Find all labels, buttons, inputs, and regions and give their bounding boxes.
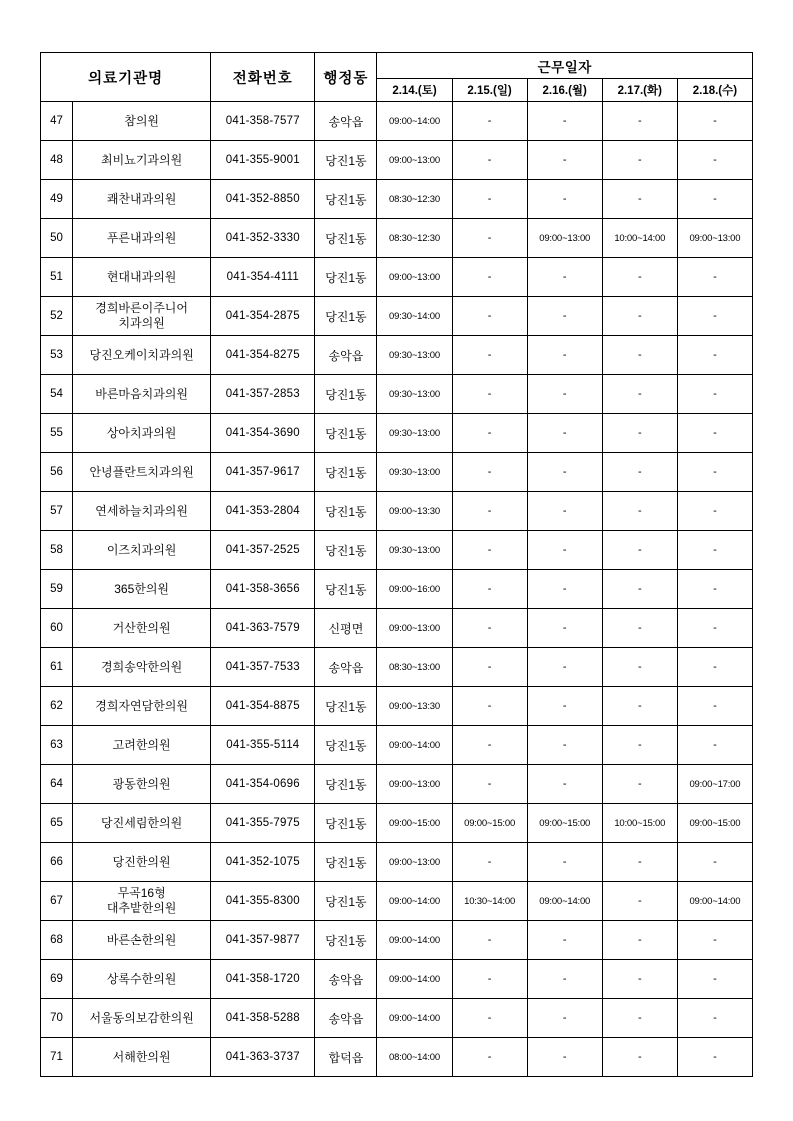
table-row <box>41 258 753 297</box>
table-row <box>41 882 753 921</box>
workday-hours-0: 09:30~13:00 <box>377 375 452 414</box>
workday-hours-4: - <box>677 648 752 687</box>
institution-name: 고려한의원 <box>73 726 211 765</box>
phone-number: 041-354-4111 <box>211 258 315 297</box>
phone-number: 041-363-3737 <box>211 1038 315 1077</box>
row-index: 68 <box>41 921 73 960</box>
workday-hours-0: 09:30~13:00 <box>377 453 452 492</box>
institution-name: 상록수한의원 <box>73 960 211 999</box>
workday-hours-4: - <box>677 375 752 414</box>
phone-number: 041-352-3330 <box>211 219 315 258</box>
workday-hours-1: - <box>452 219 527 258</box>
workday-hours-4: - <box>677 1038 752 1077</box>
table-row <box>41 921 753 960</box>
workday-hours-4: - <box>677 921 752 960</box>
workday-hours-3: - <box>602 258 677 297</box>
workday-hours-2: 09:00~14:00 <box>527 882 602 921</box>
workday-hours-1: - <box>452 648 527 687</box>
district: 당진1동 <box>315 492 377 531</box>
workday-hours-1: - <box>452 336 527 375</box>
row-index: 56 <box>41 453 73 492</box>
institution-name: 경희송악한의원 <box>73 648 211 687</box>
workday-hours-1: - <box>452 297 527 336</box>
row-index: 70 <box>41 999 73 1038</box>
phone-number: 041-352-8850 <box>211 180 315 219</box>
institution-name: 당진한의원 <box>73 843 211 882</box>
institution-name: 푸른내과의원 <box>73 219 211 258</box>
header-workdays: 근무일자 <box>377 53 753 79</box>
institution-name: 최비뇨기과의원 <box>73 141 211 180</box>
workday-hours-1: - <box>452 102 527 141</box>
workday-hours-4: - <box>677 492 752 531</box>
district: 송악읍 <box>315 648 377 687</box>
phone-number: 041-358-5288 <box>211 999 315 1038</box>
workday-hours-2: - <box>527 687 602 726</box>
row-index: 66 <box>41 843 73 882</box>
institution-name: 현대내과의원 <box>73 258 211 297</box>
institution-name: 참의원 <box>73 102 211 141</box>
institution-name: 서해한의원 <box>73 1038 211 1077</box>
workday-hours-0: 09:00~14:00 <box>377 960 452 999</box>
table-body <box>41 102 753 1077</box>
district: 당진1동 <box>315 765 377 804</box>
workday-hours-2: - <box>527 336 602 375</box>
header-day-1: 2.15.(일) <box>452 79 527 102</box>
district: 당진1동 <box>315 531 377 570</box>
workday-hours-1: - <box>452 570 527 609</box>
workday-hours-2: - <box>527 258 602 297</box>
workday-hours-3: - <box>602 609 677 648</box>
row-index: 48 <box>41 141 73 180</box>
table-row <box>41 453 753 492</box>
institution-name: 연세하늘치과의원 <box>73 492 211 531</box>
workday-hours-0: 09:00~15:00 <box>377 804 452 843</box>
institution-name: 서울동의보감한의원 <box>73 999 211 1038</box>
workday-hours-4: - <box>677 843 752 882</box>
workday-hours-0: 09:00~14:00 <box>377 999 452 1038</box>
phone-number: 041-353-2804 <box>211 492 315 531</box>
workday-hours-1: - <box>452 258 527 297</box>
institution-name: 365한의원 <box>73 570 211 609</box>
workday-hours-2: - <box>527 531 602 570</box>
table-row <box>41 219 753 258</box>
table-row <box>41 960 753 999</box>
phone-number: 041-358-3656 <box>211 570 315 609</box>
medical-institution-schedule-table <box>40 52 753 1077</box>
table-row <box>41 414 753 453</box>
workday-hours-4: - <box>677 414 752 453</box>
workday-hours-4: - <box>677 999 752 1038</box>
table-row <box>41 180 753 219</box>
phone-number: 041-357-9877 <box>211 921 315 960</box>
district: 당진1동 <box>315 687 377 726</box>
district: 송악읍 <box>315 999 377 1038</box>
workday-hours-4: 09:00~13:00 <box>677 219 752 258</box>
institution-name: 상아치과의원 <box>73 414 211 453</box>
workday-hours-2: - <box>527 102 602 141</box>
workday-hours-0: 09:00~13:30 <box>377 687 452 726</box>
table-header-row-top <box>41 53 753 79</box>
workday-hours-0: 09:30~13:00 <box>377 531 452 570</box>
workday-hours-0: 09:00~16:00 <box>377 570 452 609</box>
workday-hours-2: - <box>527 726 602 765</box>
district: 당진1동 <box>315 141 377 180</box>
row-index: 71 <box>41 1038 73 1077</box>
phone-number: 041-354-0696 <box>211 765 315 804</box>
table-row <box>41 375 753 414</box>
workday-hours-3: - <box>602 141 677 180</box>
workday-hours-3: - <box>602 297 677 336</box>
header-district: 행정동 <box>315 53 377 102</box>
row-index: 54 <box>41 375 73 414</box>
row-index: 67 <box>41 882 73 921</box>
phone-number: 041-363-7579 <box>211 609 315 648</box>
phone-number: 041-358-7577 <box>211 102 315 141</box>
district: 당진1동 <box>315 180 377 219</box>
workday-hours-4: - <box>677 726 752 765</box>
workday-hours-1: - <box>452 141 527 180</box>
workday-hours-4: - <box>677 609 752 648</box>
workday-hours-0: 09:00~13:00 <box>377 765 452 804</box>
row-index: 51 <box>41 258 73 297</box>
row-index: 59 <box>41 570 73 609</box>
workday-hours-1: - <box>452 765 527 804</box>
header-day-0: 2.14.(토) <box>377 79 452 102</box>
institution-name: 무곡16형 대추밭한의원 <box>73 882 211 921</box>
row-index: 61 <box>41 648 73 687</box>
header-institution-name: 의료기관명 <box>41 53 211 102</box>
workday-hours-2: - <box>527 141 602 180</box>
workday-hours-2: - <box>527 570 602 609</box>
phone-number: 041-357-2525 <box>211 531 315 570</box>
workday-hours-4: - <box>677 570 752 609</box>
workday-hours-3: - <box>602 687 677 726</box>
district: 신평면 <box>315 609 377 648</box>
institution-name: 안녕플란트치과의원 <box>73 453 211 492</box>
district: 송악읍 <box>315 102 377 141</box>
row-index: 65 <box>41 804 73 843</box>
workday-hours-1: - <box>452 843 527 882</box>
workday-hours-3: - <box>602 843 677 882</box>
header-phone-number: 전화번호 <box>211 53 315 102</box>
workday-hours-2: - <box>527 648 602 687</box>
workday-hours-3: - <box>602 726 677 765</box>
institution-name: 바른손한의원 <box>73 921 211 960</box>
district: 당진1동 <box>315 882 377 921</box>
workday-hours-4: - <box>677 102 752 141</box>
workday-hours-0: 09:00~13:00 <box>377 258 452 297</box>
district: 당진1동 <box>315 570 377 609</box>
row-index: 53 <box>41 336 73 375</box>
workday-hours-3: - <box>602 765 677 804</box>
workday-hours-2: - <box>527 765 602 804</box>
district: 당진1동 <box>315 804 377 843</box>
row-index: 47 <box>41 102 73 141</box>
table-row <box>41 492 753 531</box>
district: 당진1동 <box>315 297 377 336</box>
workday-hours-2: - <box>527 414 602 453</box>
workday-hours-3: - <box>602 102 677 141</box>
workday-hours-2: - <box>527 453 602 492</box>
table-row <box>41 297 753 336</box>
institution-name: 당진세림한의원 <box>73 804 211 843</box>
workday-hours-1: 09:00~15:00 <box>452 804 527 843</box>
workday-hours-3: - <box>602 882 677 921</box>
workday-hours-2: - <box>527 297 602 336</box>
workday-hours-0: 09:00~13:30 <box>377 492 452 531</box>
phone-number: 041-354-3690 <box>211 414 315 453</box>
workday-hours-1: - <box>452 531 527 570</box>
row-index: 69 <box>41 960 73 999</box>
header-day-4: 2.18.(수) <box>677 79 752 102</box>
table-row <box>41 765 753 804</box>
workday-hours-3: - <box>602 492 677 531</box>
workday-hours-0: 09:00~14:00 <box>377 102 452 141</box>
institution-name: 당진오케이치과의원 <box>73 336 211 375</box>
district: 당진1동 <box>315 453 377 492</box>
workday-hours-3: - <box>602 999 677 1038</box>
workday-hours-1: - <box>452 726 527 765</box>
workday-hours-4: - <box>677 687 752 726</box>
workday-hours-0: 08:00~14:00 <box>377 1038 452 1077</box>
table-row <box>41 141 753 180</box>
workday-hours-1: - <box>452 999 527 1038</box>
workday-hours-0: 09:00~14:00 <box>377 882 452 921</box>
table-row <box>41 570 753 609</box>
workday-hours-0: 09:00~13:00 <box>377 141 452 180</box>
phone-number: 041-355-8300 <box>211 882 315 921</box>
row-index: 49 <box>41 180 73 219</box>
workday-hours-1: - <box>452 960 527 999</box>
workday-hours-0: 09:00~13:00 <box>377 609 452 648</box>
institution-name: 경희바른이주니어 치과의원 <box>73 297 211 336</box>
workday-hours-2: - <box>527 180 602 219</box>
workday-hours-2: - <box>527 843 602 882</box>
workday-hours-1: - <box>452 414 527 453</box>
district: 당진1동 <box>315 219 377 258</box>
phone-number: 041-358-1720 <box>211 960 315 999</box>
phone-number: 041-354-2875 <box>211 297 315 336</box>
workday-hours-3: - <box>602 648 677 687</box>
workday-hours-4: - <box>677 960 752 999</box>
workday-hours-0: 08:30~13:00 <box>377 648 452 687</box>
row-index: 57 <box>41 492 73 531</box>
row-index: 62 <box>41 687 73 726</box>
institution-name: 바른마음치과의원 <box>73 375 211 414</box>
workday-hours-2: - <box>527 999 602 1038</box>
table-row <box>41 336 753 375</box>
phone-number: 041-357-7533 <box>211 648 315 687</box>
workday-hours-0: 09:30~13:00 <box>377 414 452 453</box>
phone-number: 041-357-2853 <box>211 375 315 414</box>
workday-hours-3: - <box>602 960 677 999</box>
institution-name: 거산한의원 <box>73 609 211 648</box>
workday-hours-3: 10:00~15:00 <box>602 804 677 843</box>
institution-name: 경희자연담한의원 <box>73 687 211 726</box>
workday-hours-3: - <box>602 531 677 570</box>
workday-hours-1: - <box>452 492 527 531</box>
table-header <box>41 53 753 102</box>
workday-hours-2: - <box>527 609 602 648</box>
header-day-3: 2.17.(화) <box>602 79 677 102</box>
workday-hours-4: - <box>677 258 752 297</box>
table-row <box>41 648 753 687</box>
workday-hours-3: - <box>602 1038 677 1077</box>
table-row <box>41 843 753 882</box>
workday-hours-4: - <box>677 531 752 570</box>
phone-number: 041-355-5114 <box>211 726 315 765</box>
row-index: 60 <box>41 609 73 648</box>
workday-hours-1: 10:30~14:00 <box>452 882 527 921</box>
institution-name: 이즈치과의원 <box>73 531 211 570</box>
row-index: 64 <box>41 765 73 804</box>
table-row <box>41 726 753 765</box>
table-row <box>41 687 753 726</box>
workday-hours-3: - <box>602 570 677 609</box>
workday-hours-2: 09:00~15:00 <box>527 804 602 843</box>
workday-hours-3: - <box>602 414 677 453</box>
table-row <box>41 609 753 648</box>
workday-hours-1: - <box>452 609 527 648</box>
workday-hours-3: - <box>602 336 677 375</box>
workday-hours-3: - <box>602 453 677 492</box>
district: 송악읍 <box>315 960 377 999</box>
workday-hours-2: - <box>527 375 602 414</box>
workday-hours-4: - <box>677 453 752 492</box>
phone-number: 041-352-1075 <box>211 843 315 882</box>
row-index: 63 <box>41 726 73 765</box>
table-row <box>41 999 753 1038</box>
workday-hours-0: 09:30~14:00 <box>377 297 452 336</box>
district: 당진1동 <box>315 921 377 960</box>
workday-hours-4: 09:00~15:00 <box>677 804 752 843</box>
workday-hours-3: - <box>602 921 677 960</box>
table-row <box>41 531 753 570</box>
institution-name: 광동한의원 <box>73 765 211 804</box>
district: 당진1동 <box>315 375 377 414</box>
header-day-2: 2.16.(월) <box>527 79 602 102</box>
workday-hours-4: - <box>677 297 752 336</box>
phone-number: 041-357-9617 <box>211 453 315 492</box>
workday-hours-3: 10:00~14:00 <box>602 219 677 258</box>
workday-hours-0: 09:30~13:00 <box>377 336 452 375</box>
district: 송악읍 <box>315 336 377 375</box>
workday-hours-0: 08:30~12:30 <box>377 180 452 219</box>
workday-hours-0: 09:00~13:00 <box>377 843 452 882</box>
workday-hours-4: - <box>677 141 752 180</box>
workday-hours-3: - <box>602 180 677 219</box>
workday-hours-0: 09:00~14:00 <box>377 726 452 765</box>
workday-hours-4: - <box>677 336 752 375</box>
workday-hours-1: - <box>452 375 527 414</box>
row-index: 52 <box>41 297 73 336</box>
district: 당진1동 <box>315 843 377 882</box>
workday-hours-0: 09:00~14:00 <box>377 921 452 960</box>
district: 당진1동 <box>315 414 377 453</box>
row-index: 50 <box>41 219 73 258</box>
phone-number: 041-354-8875 <box>211 687 315 726</box>
row-index: 58 <box>41 531 73 570</box>
workday-hours-1: - <box>452 1038 527 1077</box>
workday-hours-2: - <box>527 960 602 999</box>
table-row <box>41 102 753 141</box>
workday-hours-1: - <box>452 180 527 219</box>
workday-hours-2: - <box>527 921 602 960</box>
workday-hours-1: - <box>452 687 527 726</box>
institution-name: 쾌찬내과의원 <box>73 180 211 219</box>
workday-hours-4: - <box>677 180 752 219</box>
workday-hours-2: - <box>527 492 602 531</box>
workday-hours-1: - <box>452 921 527 960</box>
district: 합덕읍 <box>315 1038 377 1077</box>
workday-hours-4: 09:00~17:00 <box>677 765 752 804</box>
phone-number: 041-355-9001 <box>211 141 315 180</box>
workday-hours-0: 08:30~12:30 <box>377 219 452 258</box>
district: 당진1동 <box>315 726 377 765</box>
district: 당진1동 <box>315 258 377 297</box>
workday-hours-2: 09:00~13:00 <box>527 219 602 258</box>
row-index: 55 <box>41 414 73 453</box>
workday-hours-4: 09:00~14:00 <box>677 882 752 921</box>
phone-number: 041-355-7975 <box>211 804 315 843</box>
table-row <box>41 1038 753 1077</box>
phone-number: 041-354-8275 <box>211 336 315 375</box>
workday-hours-1: - <box>452 453 527 492</box>
table-row <box>41 804 753 843</box>
workday-hours-2: - <box>527 1038 602 1077</box>
workday-hours-3: - <box>602 375 677 414</box>
